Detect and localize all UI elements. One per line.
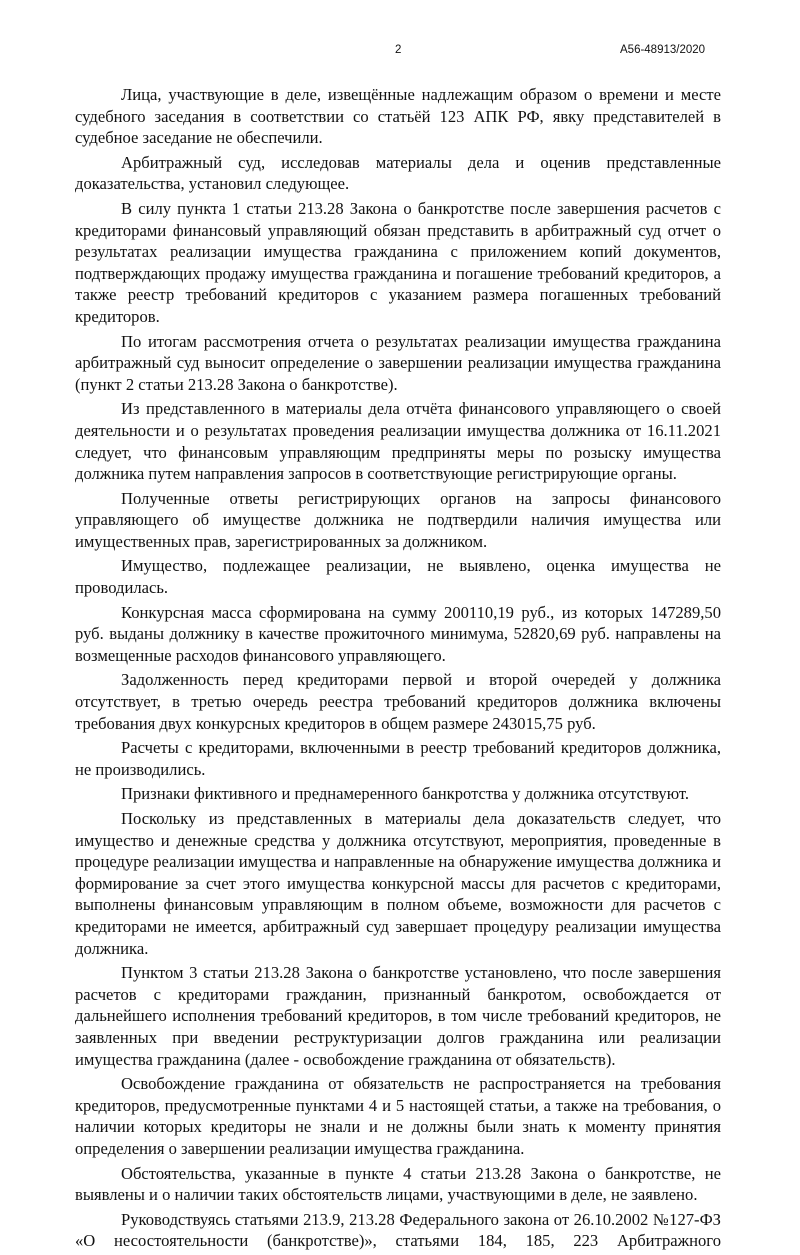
paragraph-debt: Задолженность перед кредиторами первой и второй очередей у должника отсутствует, в третью очередь реестра требований кредиторов должника включены требования двух конкурсных кредиторов в общем размере 243015,75 руб. [75, 670, 721, 733]
paragraph-release-clause-3: Пунктом 3 статьи 213.28 Закона о банкротстве установлено, что после завершения расчетов с кредиторами гражданин, признанный банкротом, освобождается от дальнейшего исполнения требований кредиторов, в том числе требований кредиторов, не заявленных при введении реструктуризации долгов гражданина или реализации имущества гражданина (далее - освобождение гражданина от обязательств). [75, 963, 721, 1069]
paragraph-release-exceptions: Освобождение гражданина от обязательств не распространяется на требования кредиторов, предусмотренные пунктами 4 и 5 настоящей статьи, а также на требования, о наличии которых кредиторы не знали и не должны были знать к моменту принятия определения о завершении реализации имущества гражданина. [75, 1074, 721, 1158]
paragraph-settlements: Расчеты с кредиторами, включенными в реестр требований кредиторов должника, не производились. [75, 738, 721, 779]
case-number: А56-48913/2020 [620, 44, 706, 56]
paragraph-no-fraud: Признаки фиктивного и преднамеренного банкротства у должника отсутствуют. [121, 784, 690, 804]
document-body [75, 84, 721, 1255]
paragraph-law-clause-2: По итогам рассмотрения отчета о результатах реализации имущества гражданина арбитражный суд выносит определение о завершении реализации имущества гражданина (пункт 2 статьи 213.28 Закона о банкротстве). [75, 331, 721, 394]
paragraph-bankruptcy-estate: Конкурсная масса сформирована на сумму 200110,19 руб., из которых 147289,50 руб. выданы должнику в качестве прожиточного минимума, 52820,69 руб. направлены на возмещенные расходов финансового управляющего. [75, 602, 721, 665]
paragraph-legal-basis: Руководствуясь статьями 213.9, 213.28 Федерального закона от 26.10.2002 №127-ФЗ «О несостоятельности (банкротстве)», статьями 184, 185, 223 Арбитражного [75, 1209, 721, 1251]
page-number: 2 [395, 44, 402, 56]
page-header [0, 44, 800, 64]
paragraph-no-property: Имущество, подлежащее реализации, не выявлено, оценка имущества не проводилась. [75, 556, 721, 598]
paragraph-attendance: Лица, участвующие в деле, извещённые надлежащим образом о времени и месте судебного заседания в соответствии со статьёй 123 АПК РФ, явку представителей в судебное заседание не обеспечили. [75, 85, 721, 148]
paragraph-manager-report: Из представленного в материалы дела отчёта финансового управляющего о своей деятельности и о результатах проведения реализации имущества должника от 16.11.2021 следует, что финансовым управляющим предприняты меры по розыску имущества должника путем направления запросов в соответствующие регистрирующие органы. [75, 399, 721, 484]
paragraph-circumstances: Обстоятельства, указанные в пункте 4 статьи 213.28 Закона о банкротстве, не выявлены и о наличии таких обстоятельств лицами, участвующими в деле, не заявлено. [75, 1163, 721, 1205]
paragraph-court-findings: Арбитражный суд, исследовав материалы дела и оценив представленные доказательства, установил следующее. [75, 152, 721, 194]
paragraph-registry-responses: Полученные ответы регистрирующих органов на запросы финансового управляющего об имуществе должника не подтвердили наличия имущества или имущественных прав, зарегистрированных за должником. [75, 488, 721, 551]
paragraph-conclusion: Поскольку из представленных в материалы дела доказательств следует, что имущество и денежные средства у должника отсутствуют, мероприятия, проведенные в процедуре реализации имущества и направленные на обнаружение имущества должника и формирование за счет этого имущества конкурсной массы для расчетов с кредиторами, выполнены финансовым управляющим в полном объеме, возможности для расчетов с кредиторами не имеется, арбитражный суд завершает процедуру реализации имущества должника. [75, 809, 721, 958]
paragraph-law-clause-1: В силу пункта 1 статьи 213.28 Закона о банкротстве после завершения расчетов с кредиторами финансовый управляющий обязан представить в арбитражный суд отчет о результатах реализации имущества гражданина с приложением копий документов, подтверждающих продажу имущества гражданина и погашение требований кредиторов, а также реестр требований кредиторов с указанием размера погашенных требований кредиторов. [75, 198, 721, 326]
